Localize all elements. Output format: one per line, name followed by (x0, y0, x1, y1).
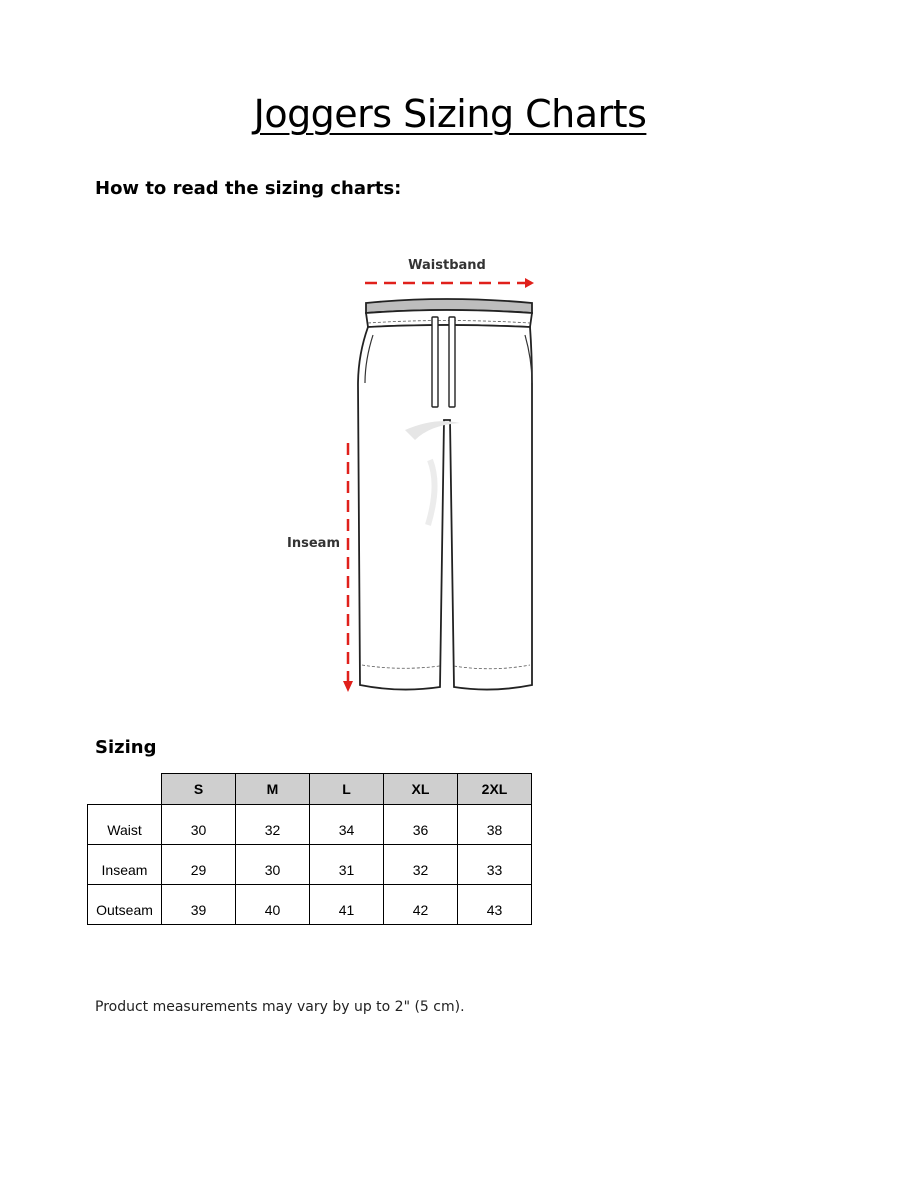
row-label: Waist (88, 805, 162, 845)
table-cell: 36 (384, 805, 458, 845)
row-label: Inseam (88, 845, 162, 885)
waistband-arrow-head (525, 278, 534, 288)
table-cell: 29 (162, 845, 236, 885)
how-to-heading: How to read the sizing charts: (95, 178, 402, 199)
table-row (88, 805, 532, 845)
sizing-table (87, 773, 532, 925)
table-cell: 33 (458, 845, 532, 885)
table-row (88, 845, 532, 885)
inseam-arrow-head (343, 681, 353, 692)
table-cell: 38 (458, 805, 532, 845)
table-cell: 32 (384, 845, 458, 885)
table-header-row (88, 774, 532, 805)
sizing-heading: Sizing (95, 737, 157, 758)
table-cell: 34 (310, 805, 384, 845)
pants-outline (358, 299, 532, 690)
row-label: Outseam (88, 885, 162, 925)
inseam-label: Inseam (287, 536, 340, 551)
table-cell: 39 (162, 885, 236, 925)
waistband-label: Waistband (408, 258, 486, 273)
table-cell: 32 (236, 805, 310, 845)
table-cell: 42 (384, 885, 458, 925)
table-cell: 41 (310, 885, 384, 925)
table-cell: 40 (236, 885, 310, 925)
table-cell: 43 (458, 885, 532, 925)
header-size: L (310, 774, 384, 805)
table-cell: 30 (162, 805, 236, 845)
table-cell: 31 (310, 845, 384, 885)
measurement-note: Product measurements may vary by up to 2" (5 cm). (95, 999, 465, 1015)
table-cell: 30 (236, 845, 310, 885)
header-size: XL (384, 774, 458, 805)
header-size: M (236, 774, 310, 805)
page-title: Joggers Sizing Charts (253, 92, 647, 136)
table-corner (88, 774, 162, 805)
header-size: 2XL (458, 774, 532, 805)
joggers-diagram (270, 245, 570, 705)
table-row (88, 885, 532, 925)
header-size: S (162, 774, 236, 805)
